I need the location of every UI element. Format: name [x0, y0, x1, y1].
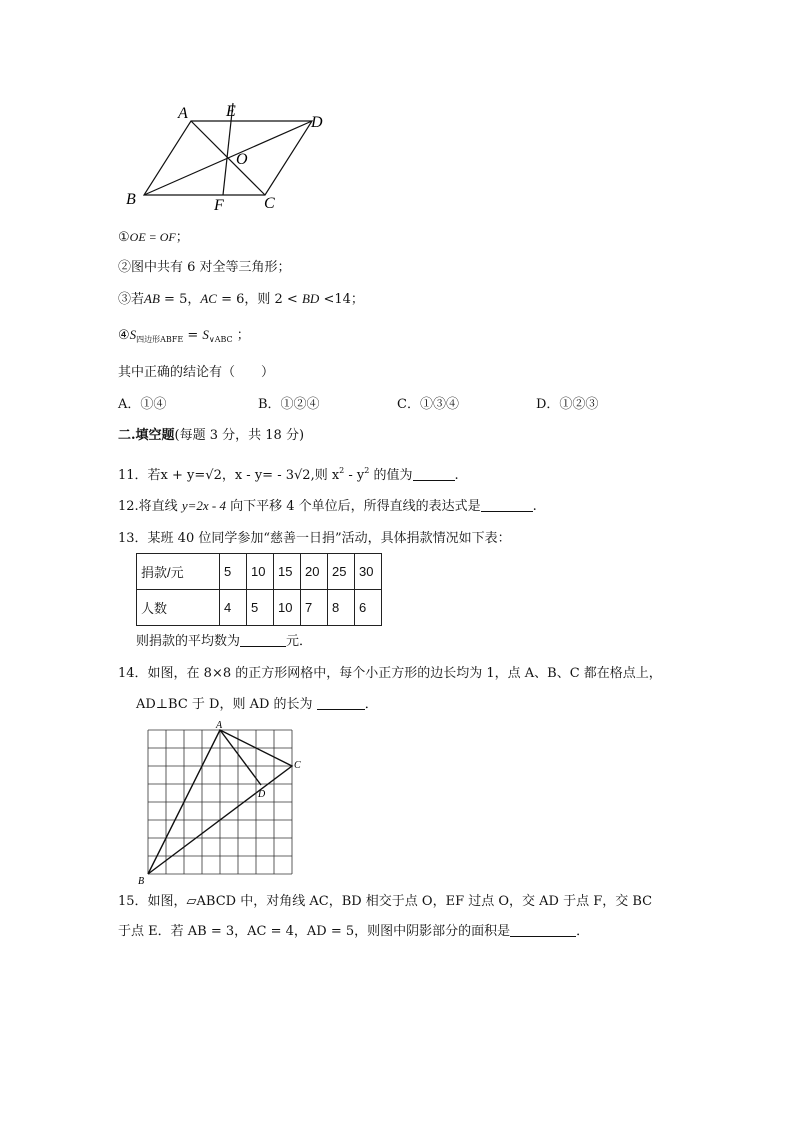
table-cell: 10: [274, 590, 301, 626]
table-cell: 8: [328, 590, 355, 626]
table-row: [137, 554, 382, 590]
label-E: E: [226, 103, 236, 120]
label-A: A: [178, 105, 188, 122]
question-13: 13．某班 40 位同学参加“慈善一日捐”活动，具体捐款情况如下表：: [118, 531, 511, 546]
question-14-line1: 14．如图，在 8×8 的正方形网格中，每个小正方形的边长均为 1，点 A、B、C 都在格点上，: [118, 666, 662, 681]
q10-option-b[interactable]: B．①②④: [258, 397, 320, 412]
statement-4: $④S_{四边形ABFE} = S_{\vee ABC}$ ；: [118, 327, 250, 344]
label-F: F: [214, 197, 224, 214]
table-cell: 25: [328, 554, 355, 590]
question-12: 12.将直线 y=2x - 4 向下平移 4 个单位后，所得直线的表达式是 .: [118, 498, 537, 514]
table-cell: 4: [220, 590, 247, 626]
table-cell: 10: [247, 554, 274, 590]
grid-label-C: C: [294, 760, 301, 771]
grid-label-A: A: [216, 720, 223, 731]
q15-answer-blank[interactable]: [510, 924, 576, 937]
table-cell: 15: [274, 554, 301, 590]
grid-label-D: D: [258, 789, 266, 800]
table-row: [137, 590, 382, 626]
grid-figure: [132, 718, 312, 888]
grid-label-B: B: [138, 876, 145, 887]
q10-option-d[interactable]: D．①②③: [536, 397, 599, 412]
q12-answer-blank[interactable]: [481, 499, 533, 512]
statement-3: ③若AB = 5，AC = 6，则 2 < BD <14；: [118, 291, 364, 307]
q13-ask: 则捐款的平均数为 元．: [136, 634, 313, 649]
donation-table: [136, 553, 382, 626]
question-15-line2: 于点 E．若 AB = 3，AC = 4，AD = 5，则图中阴影部分的面积是 ．: [118, 924, 590, 939]
label-B: B: [126, 191, 136, 208]
segment-ad: [220, 730, 261, 785]
question-15-line1: 15．如图，▱ABCD 中，对角线 AC，BD 相交于点 O，EF 过点 O，交 AD 于点 F，交 BC: [118, 894, 653, 909]
question-14-line2: AD⊥BC 于 D，则 AD 的长为 ．: [136, 697, 378, 712]
table-cell: 5: [247, 590, 274, 626]
table-cell: 捐款/元: [137, 554, 220, 590]
table-cell: 20: [301, 554, 328, 590]
q13-answer-blank[interactable]: [240, 634, 286, 647]
table-cell: 人数: [137, 590, 220, 626]
label-C: C: [264, 195, 275, 212]
q14-answer-blank[interactable]: [317, 697, 365, 710]
q11-answer-blank[interactable]: [413, 468, 455, 481]
label-D: D: [311, 114, 323, 131]
table-cell: 5: [220, 554, 247, 590]
q10-stem: 其中正确的结论有（ ）: [118, 365, 275, 380]
statement-1: ①OE = OF；: [118, 230, 189, 245]
table-cell: 6: [355, 590, 382, 626]
table-cell: 30: [355, 554, 382, 590]
section-heading: 二.填空题(每题 3 分，共 18 分): [118, 428, 305, 443]
diagonal-bd: [144, 121, 312, 195]
q10-option-c[interactable]: C．①③④: [397, 397, 459, 412]
parallelogram-figure: [118, 98, 348, 218]
table-cell: 7: [301, 590, 328, 626]
question-11: 11．若x + y=√2，x - y= - 3√2,则 $x^2 - y^2$ 的值为 .: [118, 466, 459, 483]
statement-2: ②图中共有 6 对全等三角形；: [118, 260, 291, 275]
label-O: O: [236, 151, 248, 168]
q10-option-a[interactable]: A．①④: [118, 397, 167, 412]
